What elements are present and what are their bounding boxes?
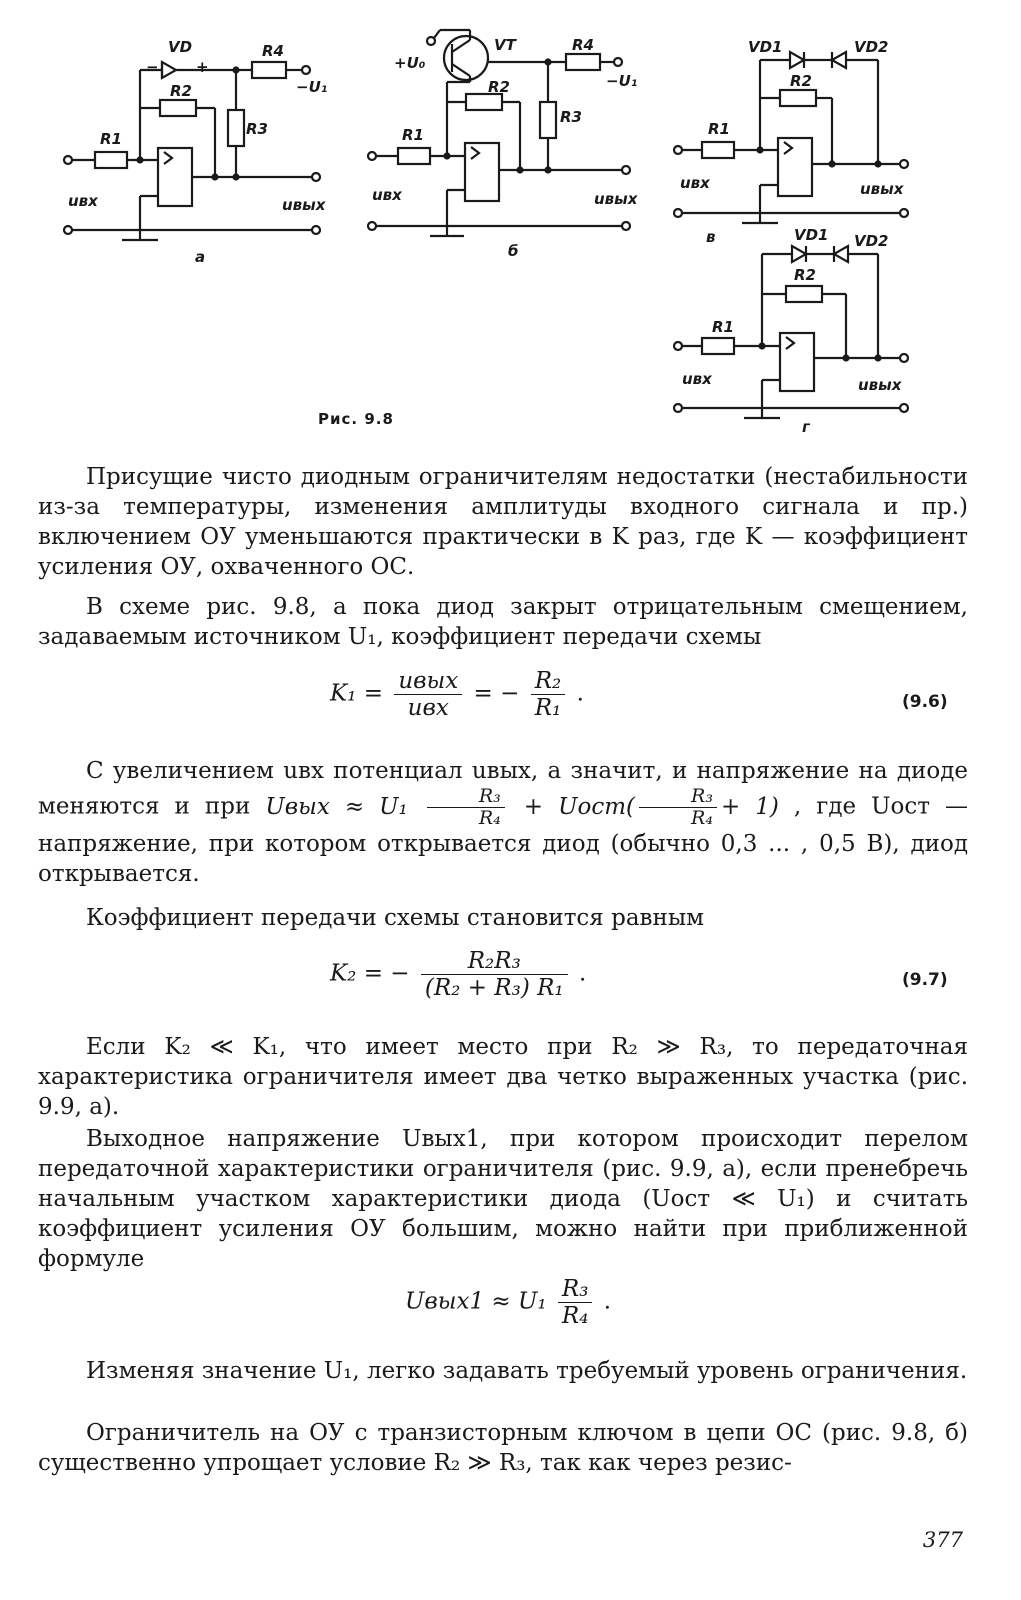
- eq97-frac: [421, 948, 568, 1001]
- label-g-vd2: VD2: [854, 232, 889, 250]
- eq96-den2: R₁: [534, 695, 562, 721]
- inline-den2: R₄: [691, 807, 713, 829]
- figure-9-8: [0, 0, 1021, 445]
- eq96-num2: R₂: [531, 668, 566, 695]
- paragraph-3-end: , где Uост — напряжение, при котором открывается диод (обычно 0,3 ... , 0,5 В), диод открывается.: [38, 793, 969, 887]
- paragraph-8: Ограничитель на ОУ с транзисторным ключом в цепи ОС (рис. 9.8, б) существенно упрощает условие R₂ ≫ R₃, так как через резис-: [38, 1420, 968, 1476]
- label-a-uin: uвх: [68, 192, 98, 210]
- label-a-r4: R4: [262, 42, 284, 60]
- eq96-mid: = −: [473, 680, 520, 707]
- paragraph-5: Если K₂ ≪ K₁, что имеет место при R₂ ≫ R₃, то передаточная характеристика ограничителя имеет два четко выраженных участка (рис. 9.9, а).: [38, 1034, 968, 1120]
- eq97-tail: .: [578, 960, 587, 987]
- label-b-r1: R1: [402, 126, 424, 144]
- inline-frac-2: [639, 786, 717, 829]
- figure-caption: Рис. 9.8: [318, 410, 394, 428]
- label-v-uout: uвых: [860, 180, 904, 198]
- label-g-uin: uвх: [682, 370, 712, 388]
- inline-frac-1: [427, 786, 505, 829]
- page-number: 377: [922, 1528, 963, 1552]
- paragraph-3-start: С увеличением uвх потенциал uвых, а значит, и напряжение на диоде меняются и при: [38, 758, 968, 820]
- eq98-num: R₃: [558, 1276, 593, 1303]
- eq97-den: (R₂ + R₃) R₁: [424, 975, 564, 1001]
- label-v-vd1: VD1: [748, 38, 783, 56]
- eq98-frac: [558, 1276, 593, 1329]
- inline-num: R₃: [427, 786, 505, 808]
- label-a-minus: −: [146, 58, 159, 76]
- eq98-lhs: Uвых1 ≈ U₁: [405, 1288, 547, 1315]
- label-g-letter: г: [802, 418, 810, 436]
- label-a-letter: а: [195, 248, 206, 266]
- label-a-r1: R1: [100, 130, 122, 148]
- label-v-uin: uвх: [680, 174, 710, 192]
- label-a-vd: VD: [168, 38, 193, 56]
- label-v-r2: R2: [790, 72, 812, 90]
- paragraph-1: Присущие чисто диодным ограничителям недостатки (нестабильности из-за температуры, изменения амплитуды входного сигнала и пр.) включением ОУ уменьшаются практически в K раз, где K — коэффициент усиления ОУ, охваченного ОС.: [38, 464, 968, 580]
- label-b-r2: R2: [488, 78, 510, 96]
- label-v-r1: R1: [708, 120, 730, 138]
- label-b-u0: +U₀: [394, 54, 426, 72]
- eq97-lhs: K₂ = −: [330, 960, 410, 987]
- paragraph-4: Коэффициент передачи схемы становится равным: [86, 905, 705, 931]
- eq96-tail: .: [576, 680, 584, 707]
- eq96-num: uвых: [394, 668, 462, 695]
- label-v-letter: в: [706, 228, 716, 246]
- label-a-r2: R2: [170, 82, 192, 100]
- equation-9-7: [330, 948, 586, 1001]
- inline-mid: + Uост: [523, 793, 627, 820]
- label-b-r3: R3: [560, 108, 582, 126]
- label-b-uin: uвх: [372, 186, 402, 204]
- label-v-vd2: VD2: [854, 38, 889, 56]
- inline-num2: R₃: [639, 786, 717, 808]
- label-a-plus: +: [196, 58, 209, 76]
- label-g-uout: uвых: [858, 376, 902, 394]
- label-a-u1: −U₁: [296, 78, 328, 96]
- label-g-r2: R2: [794, 266, 816, 284]
- inline-formula: [265, 785, 794, 829]
- paragraph-3: [38, 756, 968, 889]
- eq98-tail: .: [603, 1288, 612, 1315]
- eq98-den: R₄: [561, 1303, 589, 1329]
- eq96-den: uвх: [407, 695, 449, 721]
- inline-tail: + 1): [720, 793, 779, 820]
- paragraph-7: Изменяя значение U₁, легко задавать требуемый уровень ограничения.: [86, 1358, 968, 1384]
- inline-lp: (: [626, 793, 636, 820]
- label-b-letter: б: [508, 242, 519, 260]
- equation-9-6: [330, 668, 584, 721]
- eq96-lhs: K₁ =: [330, 680, 383, 707]
- label-b-vt: VT: [494, 36, 516, 54]
- label-b-uout: uвых: [594, 190, 638, 208]
- paragraph-2: В схеме рис. 9.8, а пока диод закрыт отрицательным смещением, задаваемым источником U₁, коэффициент передачи схемы: [38, 594, 968, 650]
- equation-uout1: [405, 1276, 611, 1329]
- inline-formula-start: Uвых ≈ U₁: [265, 793, 408, 820]
- equation-number-9-7: (9.7): [902, 970, 948, 990]
- label-a-uout: uвых: [282, 196, 326, 214]
- paragraph-6: Выходное напряжение Uвых1, при котором происходит перелом передаточной характеристики ограничителя (рис. 9.9, а), если пренебречь начальным участком характеристики диода (Uост ≪ U₁) и считать коэффициент усиления ОУ большим, можно найти при приближенной формуле: [38, 1126, 968, 1272]
- circuit-diagrams: [0, 0, 1021, 445]
- eq96-frac-1: [394, 668, 462, 721]
- eq96-frac-2: [531, 668, 566, 721]
- equation-number-9-6: (9.6): [902, 692, 948, 712]
- label-g-vd1: VD1: [794, 226, 829, 244]
- label-a-r3: R3: [246, 120, 268, 138]
- label-g-r1: R1: [712, 318, 734, 336]
- eq97-num: R₂R₃: [421, 948, 568, 975]
- label-b-r4: R4: [572, 36, 594, 54]
- inline-den: R₄: [478, 807, 501, 829]
- label-b-u1: −U₁: [606, 72, 638, 90]
